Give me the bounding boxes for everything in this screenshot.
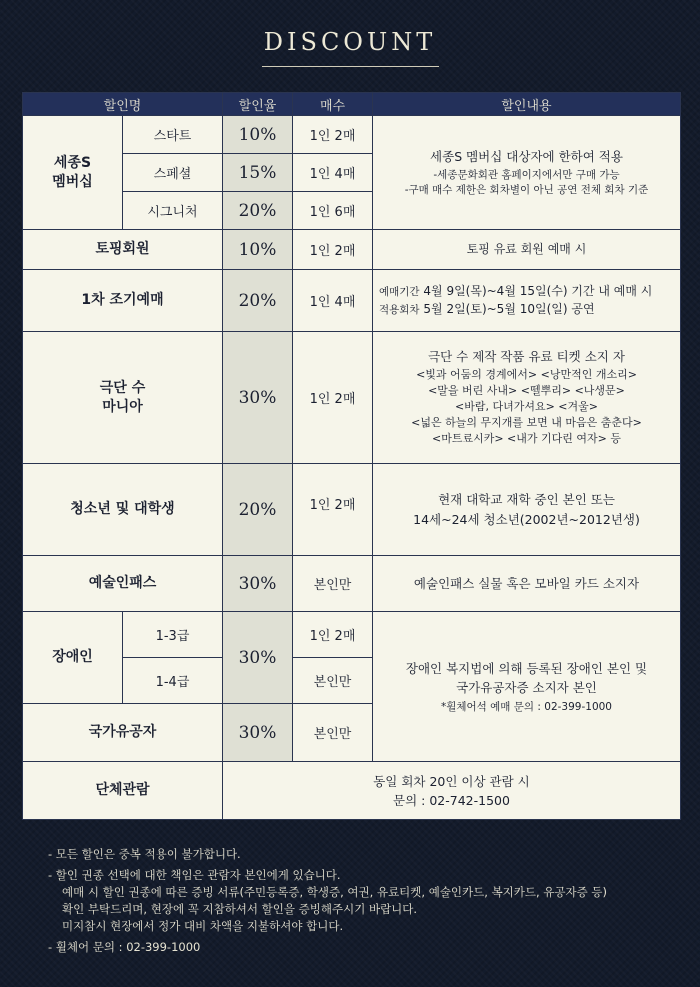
mania-desc-line: <마트료시카> <내가 기다린 여자> 등 <box>432 432 621 445</box>
youth-rate: 20% <box>223 464 293 556</box>
title-underline <box>262 66 439 67</box>
early-desc-value1: 4월 9일(목)~4월 15일(수) 기간 내 예매 시 <box>423 283 653 298</box>
table-row <box>23 270 681 332</box>
disabled-count: 본인만 <box>293 658 373 704</box>
mania-count: 1인 2매 <box>293 332 373 464</box>
disabled-name: 장애인 <box>23 612 123 704</box>
discount-table <box>22 92 681 820</box>
table-row <box>23 464 681 556</box>
group-desc-line2: 문의 : 02-742-1500 <box>393 792 510 808</box>
table-row <box>23 612 681 658</box>
sejong-tier-rate: 10% <box>223 116 293 154</box>
mania-name-line1: 극단 수 <box>99 379 146 396</box>
header-discount-name: 할인명 <box>23 93 223 116</box>
disabled-desc-line2: 국가유공자증 소지자 본인 <box>456 679 597 695</box>
early-rate: 20% <box>223 270 293 332</box>
youth-count: 1인 2매 <box>293 464 373 556</box>
note-text: 확인 부탁드리며, 현장에 꼭 지참하셔서 할인을 증빙해주시기 바랍니다. <box>62 902 418 916</box>
note-text: 예매 시 할인 권종에 따른 증빙 서류(주민등록증, 학생증, 여권, 유료티켓, 예술인카드, 복지카드, 유공자증 등) <box>62 885 608 899</box>
mania-name-cell <box>23 332 223 464</box>
toping-name: 토핑회원 <box>23 230 223 270</box>
note-item <box>48 939 668 956</box>
veteran-count: 본인만 <box>293 704 373 762</box>
note-item <box>48 867 668 935</box>
sejong-tier-count: 1인 4매 <box>293 154 373 192</box>
sejong-name-line2: 멤버십 <box>52 173 93 190</box>
table-row <box>23 116 681 154</box>
mania-desc-line: <바람, 다녀가셔요> <겨울> <box>455 400 598 413</box>
sejong-desc-note2: -구매 매수 제한은 회차별이 아닌 공연 전체 회차 기준 <box>404 183 649 196</box>
artpass-name: 예술인패스 <box>23 556 223 612</box>
disabled-grade: 1-3급 <box>123 612 223 658</box>
table-row <box>23 556 681 612</box>
header-description: 할인내용 <box>373 93 681 116</box>
header-count: 매수 <box>293 93 373 116</box>
table-header-row <box>23 93 681 116</box>
group-description <box>223 762 681 820</box>
table-row <box>23 762 681 820</box>
note-text: - 휠체어 문의 : 02-399-1000 <box>48 940 201 954</box>
mania-description <box>373 332 681 464</box>
note-text: - 모든 할인은 중복 적용이 불가합니다. <box>48 847 241 861</box>
veteran-name: 국가유공자 <box>23 704 223 762</box>
early-desc-label2: 적용회차 <box>379 303 420 316</box>
early-count: 1인 4매 <box>293 270 373 332</box>
sejong-desc-main: 세종S 멤버십 대상자에 한하여 적용 <box>430 148 623 164</box>
early-desc-line2 <box>379 301 674 319</box>
mania-desc-line: 극단 수 제작 작품 유료 티켓 소지 자 <box>428 349 625 364</box>
sejong-tier-count: 1인 2매 <box>293 116 373 154</box>
sejong-name-cell <box>23 116 123 230</box>
mania-desc-line: <말을 버린 사내> <뗄뿌리> <나생문> <box>428 384 625 397</box>
early-desc-line1 <box>379 283 674 301</box>
toping-rate: 10% <box>223 230 293 270</box>
youth-desc-line2: 14세~24세 청소년(2002년~2012년생) <box>413 511 640 527</box>
artpass-rate: 30% <box>223 556 293 612</box>
artpass-count: 본인만 <box>293 556 373 612</box>
disabled-desc-line1: 장애인 복지법에 의해 등록된 장애인 본인 및 <box>405 660 648 676</box>
disabled-count: 1인 2매 <box>293 612 373 658</box>
mania-desc-line: <빛과 어둠의 경계에서> <낭만적인 개소리> <box>416 368 637 381</box>
sejong-description <box>373 116 681 230</box>
header-discount-rate: 할인율 <box>223 93 293 116</box>
mania-rate: 30% <box>223 332 293 464</box>
early-description <box>373 270 681 332</box>
veteran-rate: 30% <box>223 704 293 762</box>
sejong-tier-rate: 15% <box>223 154 293 192</box>
note-text: - 할인 권종 선택에 대한 책임은 관람자 본인에게 있습니다. <box>48 868 341 882</box>
youth-desc-line1: 현재 대학교 재학 중인 본인 또는 <box>438 491 615 507</box>
toping-count: 1인 2매 <box>293 230 373 270</box>
youth-name: 청소년 및 대학생 <box>23 464 223 556</box>
early-desc-value2: 5월 2일(토)~5월 10일(일) 공연 <box>423 301 595 316</box>
sejong-tier-label: 스페셜 <box>123 154 223 192</box>
sejong-tier-count: 1인 6매 <box>293 192 373 230</box>
note-text: 미지참시 현장에서 정가 대비 차액을 지불하셔야 합니다. <box>62 919 344 933</box>
disabled-grade: 1-4급 <box>123 658 223 704</box>
table-row <box>23 230 681 270</box>
disabled-rate: 30% <box>223 612 293 704</box>
mania-desc-line: <넓은 하늘의 무지개를 보면 내 마음은 춤춘다> <box>411 416 642 429</box>
sejong-tier-rate: 20% <box>223 192 293 230</box>
sejong-tier-label: 스타트 <box>123 116 223 154</box>
sejong-desc-note1: -세종문화회관 홈페이지에서만 구매 가능 <box>433 168 620 181</box>
early-desc-label1: 예매기간 <box>379 285 420 298</box>
sejong-tier-label: 시그니처 <box>123 192 223 230</box>
table-row <box>23 332 681 464</box>
page-title: DISCOUNT <box>263 28 437 56</box>
group-name: 단체관람 <box>23 762 223 820</box>
mania-name-line2: 마니아 <box>102 398 143 415</box>
artpass-description: 예술인패스 실물 혹은 모바일 카드 소지자 <box>373 556 681 612</box>
disabled-description <box>373 612 681 762</box>
toping-description: 토핑 유료 회원 예매 시 <box>373 230 681 270</box>
early-name: 1차 조기예매 <box>23 270 223 332</box>
notes-section <box>48 846 668 960</box>
youth-description <box>373 464 681 556</box>
sejong-name-line1: 세종S <box>53 154 92 171</box>
note-item <box>48 846 668 863</box>
group-desc-line1: 동일 회차 20인 이상 관람 시 <box>373 773 530 789</box>
disabled-desc-note: *휠체어석 예매 문의 : 02-399-1000 <box>441 700 612 713</box>
